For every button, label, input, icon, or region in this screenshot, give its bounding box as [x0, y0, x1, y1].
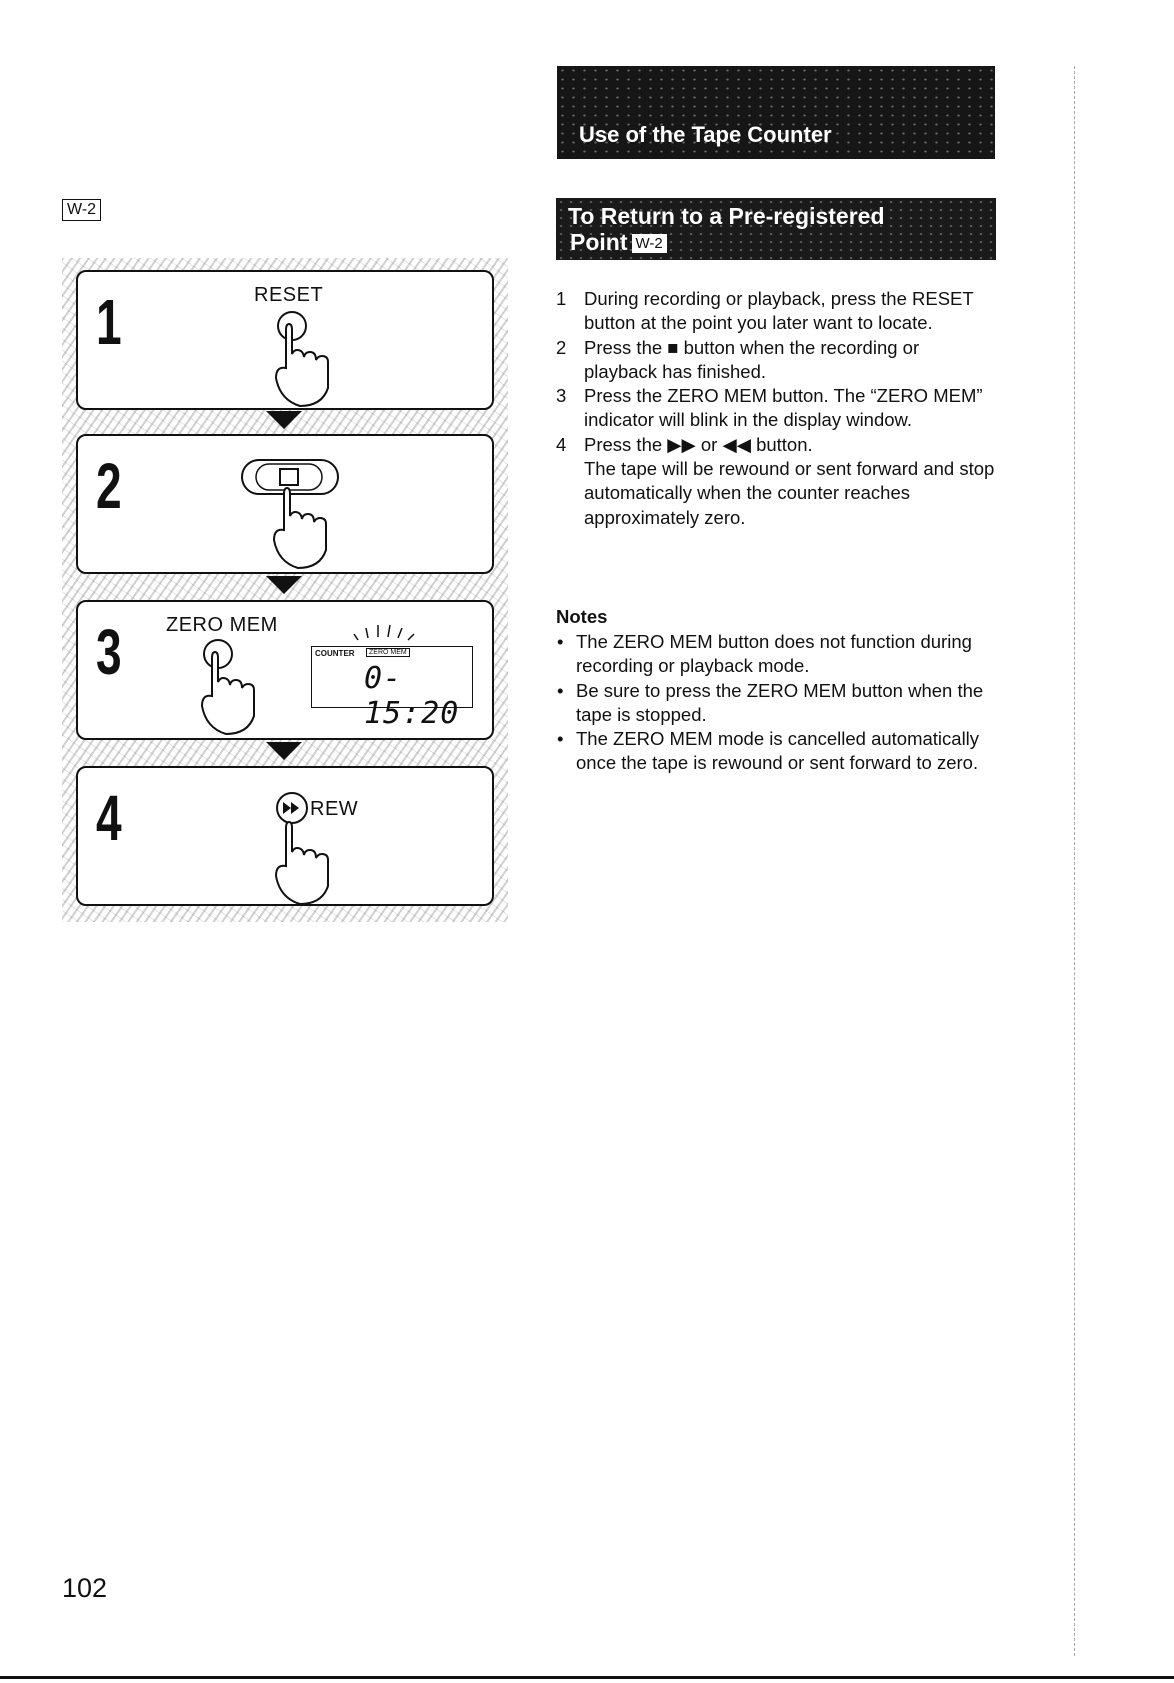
note-text: The ZERO MEM button does not function during recording or playback mode. — [576, 631, 972, 677]
step-number: 2 — [96, 450, 122, 522]
zero-mem-label: ZERO MEM — [166, 614, 278, 636]
illustration-panel — [62, 258, 508, 922]
step-4-panel — [76, 766, 494, 906]
step-item-text: During recording or playback, press the RESET button at the point you later want to locate. — [584, 288, 974, 334]
step-item-text: Press the ZERO MEM button. The “ZERO MEM” indicator will blink in the display window. — [584, 385, 983, 431]
display-window — [311, 646, 473, 731]
zero-mem-indicator: ZERO MEM — [366, 648, 410, 657]
step-item-number: 1 — [556, 288, 567, 309]
bottom-rule — [0, 1676, 1174, 1679]
step-item-text: Press the ■ button when the recording or playback has finished. — [584, 336, 920, 382]
reset-button-press-icon — [270, 310, 340, 410]
note-text: Be sure to press the ZERO MEM button when the tape is stopped. — [576, 679, 984, 725]
note-item — [556, 727, 996, 776]
subsection-header — [556, 198, 996, 260]
step-item — [556, 384, 996, 433]
zero-mem-button-press-icon — [196, 638, 266, 740]
notes-title: Notes — [556, 606, 608, 627]
step-item-text: Press the ▶▶ or ◀◀ button. — [584, 433, 813, 455]
subsection-tag: W-2 — [632, 234, 667, 253]
page-number: 102 — [62, 1573, 108, 1603]
step-number: 1 — [96, 286, 122, 358]
reset-label: RESET — [254, 284, 324, 306]
arrow-down-icon — [266, 411, 302, 429]
counter-digits: 0-15:20 — [364, 661, 460, 731]
blink-rays-icon — [348, 620, 418, 644]
step-item-number: 3 — [556, 385, 567, 407]
notes-list — [556, 630, 996, 776]
arrow-down-icon — [266, 742, 302, 760]
note-item — [556, 630, 996, 679]
margin-rule — [1074, 66, 1076, 1656]
figure-tag: W-2 — [62, 199, 101, 221]
stop-button-press-icon — [238, 454, 348, 572]
step-3-panel — [76, 600, 494, 740]
section-header — [557, 66, 995, 159]
bullet-icon: • — [557, 631, 564, 652]
subsection-title-line1: To Return to a Pre-registered — [568, 203, 885, 229]
step-item — [556, 336, 996, 385]
subsection-title-line2 — [570, 229, 667, 256]
rew-label: REW — [310, 798, 359, 820]
step-item-number: 4 — [556, 433, 567, 455]
bullet-icon: • — [557, 728, 564, 750]
note-text: The ZERO MEM mode is cancelled automatically once the tape is rewound or sent forward to zero. — [576, 728, 980, 774]
step-item — [556, 287, 996, 336]
arrow-down-icon — [266, 576, 302, 594]
step-item-text-continued: The tape will be rewound or sent forward and stop automatically when the counter reaches approximately zero. — [584, 458, 995, 528]
section-title: Use of the Tape Counter — [579, 122, 832, 147]
bullet-icon: • — [557, 679, 564, 701]
counter-indicator: COUNTER — [315, 649, 355, 658]
note-item — [556, 679, 996, 728]
step-item-number: 2 — [556, 336, 567, 358]
step-number: 4 — [96, 782, 122, 854]
step-number: 3 — [96, 616, 122, 688]
step-1-panel — [76, 270, 494, 410]
step-2-panel — [76, 434, 494, 574]
step-item — [556, 433, 996, 530]
steps-list — [556, 287, 996, 530]
subsection-point: Point — [570, 229, 628, 255]
